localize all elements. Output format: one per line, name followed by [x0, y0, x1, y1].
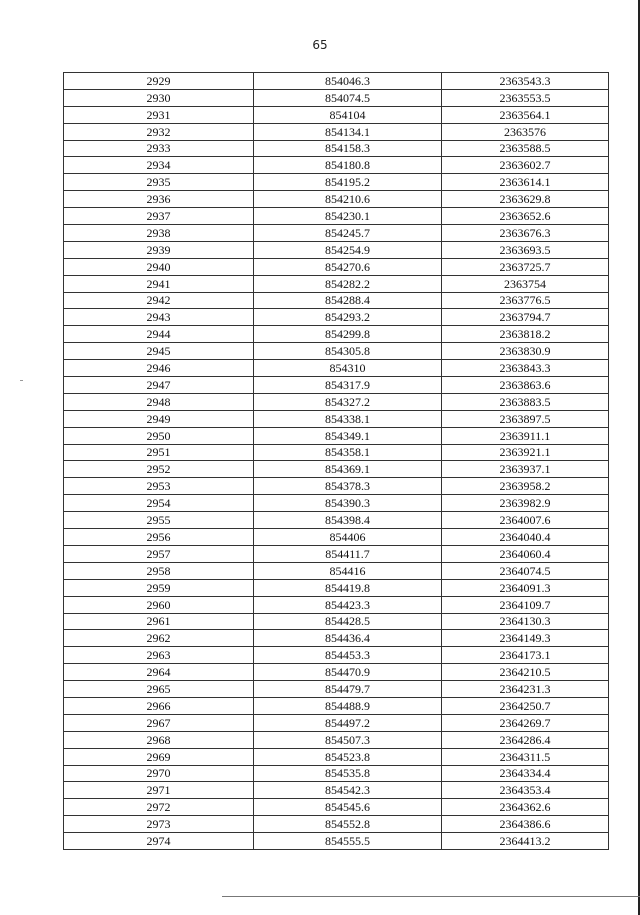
y-coordinate-cell: 2363676.3	[499, 225, 551, 240]
y-coordinate-cell: 2363602.7	[499, 158, 551, 173]
point-id-cell: 2934	[64, 157, 254, 173]
x-coordinate-cell: 854416	[254, 563, 442, 579]
table-row	[64, 343, 608, 360]
x-coordinate-cell: 854282.2	[254, 276, 442, 292]
y-coordinate-cell: 2363937.1	[499, 462, 551, 477]
x-coordinate-cell: 854230.1	[254, 208, 442, 224]
table-row	[64, 647, 608, 664]
x-coordinate-cell: 854406	[254, 529, 442, 545]
table-row	[64, 512, 608, 529]
y-coordinate-cell: 2363982.9	[499, 496, 551, 511]
x-coordinate-cell: 854210.6	[254, 191, 442, 207]
x-coordinate-cell: 854488.9	[254, 698, 442, 714]
y-coordinate-cell: 2363614.1	[499, 175, 551, 190]
x-coordinate-cell: 854428.5	[254, 614, 442, 630]
x-coordinate-cell: 854411.7	[254, 546, 442, 562]
y-coordinate-cell: 2364231.3	[499, 681, 551, 696]
scan-speck	[20, 380, 23, 381]
table-row	[64, 766, 608, 783]
x-coordinate-cell: 854074.5	[254, 90, 442, 106]
x-coordinate-cell: 854317.9	[254, 377, 442, 393]
x-coordinate-cell: 854288.4	[254, 293, 442, 309]
point-id-cell: 2967	[64, 715, 254, 731]
y-coordinate-cell: 2364007.6	[499, 513, 551, 528]
y-coordinate-cell: 2364040.4	[499, 529, 551, 544]
point-id-cell: 2971	[64, 782, 254, 798]
x-coordinate-cell: 854398.4	[254, 512, 442, 528]
table-row	[64, 715, 608, 732]
point-id-cell: 2956	[64, 529, 254, 545]
point-id-cell: 2959	[64, 580, 254, 596]
table-row	[64, 259, 608, 276]
table-row	[64, 124, 608, 141]
x-coordinate-cell: 854305.8	[254, 343, 442, 359]
y-coordinate-cell: 2363897.5	[499, 411, 551, 426]
y-coordinate-cell: 2364386.6	[499, 817, 551, 832]
point-id-cell: 2930	[64, 90, 254, 106]
point-id-cell: 2970	[64, 766, 254, 782]
point-id-cell: 2950	[64, 428, 254, 444]
x-coordinate-cell: 854497.2	[254, 715, 442, 731]
x-coordinate-cell: 854507.3	[254, 732, 442, 748]
point-id-cell: 2946	[64, 360, 254, 376]
x-coordinate-cell: 854369.1	[254, 461, 442, 477]
table-row	[64, 157, 608, 174]
x-coordinate-cell: 854180.8	[254, 157, 442, 173]
y-coordinate-cell: 2364250.7	[499, 698, 551, 713]
bottom-rule	[222, 896, 640, 897]
point-id-cell: 2964	[64, 664, 254, 680]
table-row	[64, 529, 608, 546]
table-row	[64, 681, 608, 698]
table-row	[64, 445, 608, 462]
y-coordinate-cell: 2363958.2	[499, 479, 551, 494]
table-row	[64, 816, 608, 833]
point-id-cell: 2954	[64, 495, 254, 511]
point-id-cell: 2940	[64, 259, 254, 275]
y-coordinate-cell: 2363843.3	[499, 361, 551, 376]
y-coordinate-cell: 2363553.5	[499, 90, 551, 105]
point-id-cell: 2949	[64, 411, 254, 427]
y-coordinate-cell: 2364149.3	[499, 631, 551, 646]
x-coordinate-cell: 854545.6	[254, 799, 442, 815]
point-id-cell: 2931	[64, 107, 254, 123]
point-id-cell: 2935	[64, 174, 254, 190]
x-coordinate-cell: 854542.3	[254, 782, 442, 798]
x-coordinate-cell: 854349.1	[254, 428, 442, 444]
x-coordinate-cell: 854552.8	[254, 816, 442, 832]
table-row	[64, 782, 608, 799]
y-coordinate-cell: 2364060.4	[499, 546, 551, 561]
x-coordinate-cell: 854470.9	[254, 664, 442, 680]
x-coordinate-cell: 854327.2	[254, 394, 442, 410]
point-id-cell: 2974	[64, 833, 254, 849]
x-coordinate-cell: 854270.6	[254, 259, 442, 275]
y-coordinate-cell: 2363830.9	[499, 344, 551, 359]
point-id-cell: 2932	[64, 124, 254, 140]
point-id-cell: 2966	[64, 698, 254, 714]
table-row	[64, 242, 608, 259]
table-row	[64, 749, 608, 766]
x-coordinate-cell: 854299.8	[254, 326, 442, 342]
y-coordinate-cell: 2363818.2	[499, 327, 551, 342]
x-coordinate-cell: 854310	[254, 360, 442, 376]
point-id-cell: 2958	[64, 563, 254, 579]
table-row	[64, 73, 608, 90]
table-row	[64, 208, 608, 225]
point-id-cell: 2933	[64, 141, 254, 157]
y-coordinate-cell: 2363754	[504, 276, 546, 291]
y-coordinate-cell: 2364413.2	[499, 833, 551, 848]
point-id-cell: 2951	[64, 445, 254, 461]
point-id-cell: 2969	[64, 749, 254, 765]
x-coordinate-cell: 854338.1	[254, 411, 442, 427]
x-coordinate-cell: 854104	[254, 107, 442, 123]
point-id-cell: 2953	[64, 478, 254, 494]
point-id-cell: 2943	[64, 309, 254, 325]
y-coordinate-cell: 2364286.4	[499, 732, 551, 747]
table-row	[64, 698, 608, 715]
table-row	[64, 276, 608, 293]
x-coordinate-cell: 854158.3	[254, 141, 442, 157]
x-coordinate-cell: 854293.2	[254, 309, 442, 325]
x-coordinate-cell: 854390.3	[254, 495, 442, 511]
table-row	[64, 478, 608, 495]
y-coordinate-cell: 2364334.4	[499, 766, 551, 781]
table-row	[64, 630, 608, 647]
y-coordinate-cell: 2364353.4	[499, 783, 551, 798]
table-row	[64, 664, 608, 681]
y-coordinate-cell: 2363794.7	[499, 310, 551, 325]
table-row	[64, 461, 608, 478]
table-row	[64, 799, 608, 816]
x-coordinate-cell: 854535.8	[254, 766, 442, 782]
x-coordinate-cell: 854479.7	[254, 681, 442, 697]
table-row	[64, 191, 608, 208]
table-row	[64, 580, 608, 597]
coordinates-table	[63, 72, 609, 850]
table-row	[64, 107, 608, 124]
y-coordinate-cell: 2364210.5	[499, 665, 551, 680]
table-row	[64, 326, 608, 343]
point-id-cell: 2952	[64, 461, 254, 477]
point-id-cell: 2944	[64, 326, 254, 342]
y-coordinate-cell: 2363911.1	[499, 428, 551, 443]
y-coordinate-cell: 2364362.6	[499, 800, 551, 815]
table-row	[64, 394, 608, 411]
point-id-cell: 2947	[64, 377, 254, 393]
point-id-cell: 2937	[64, 208, 254, 224]
point-id-cell: 2948	[64, 394, 254, 410]
table-row	[64, 597, 608, 614]
y-coordinate-cell: 2363564.1	[499, 107, 551, 122]
y-coordinate-cell: 2364173.1	[499, 648, 551, 663]
table-row	[64, 546, 608, 563]
page-number: 65	[312, 38, 328, 52]
x-coordinate-cell: 854523.8	[254, 749, 442, 765]
x-coordinate-cell: 854555.5	[254, 833, 442, 849]
y-coordinate-cell: 2364091.3	[499, 580, 551, 595]
table-row	[64, 495, 608, 512]
point-id-cell: 2942	[64, 293, 254, 309]
x-coordinate-cell: 854423.3	[254, 597, 442, 613]
point-id-cell: 2929	[64, 73, 254, 89]
y-coordinate-cell: 2363576	[504, 124, 546, 139]
x-coordinate-cell: 854436.4	[254, 630, 442, 646]
point-id-cell: 2968	[64, 732, 254, 748]
point-id-cell: 2962	[64, 630, 254, 646]
point-id-cell: 2955	[64, 512, 254, 528]
y-coordinate-cell: 2364311.5	[499, 749, 551, 764]
y-coordinate-cell: 2364130.3	[499, 614, 551, 629]
x-coordinate-cell: 854453.3	[254, 647, 442, 663]
y-coordinate-cell: 2363776.5	[499, 293, 551, 308]
table-row	[64, 833, 608, 850]
x-coordinate-cell: 854245.7	[254, 225, 442, 241]
y-coordinate-cell: 2363883.5	[499, 394, 551, 409]
table-row	[64, 614, 608, 631]
point-id-cell: 2941	[64, 276, 254, 292]
table-row	[64, 174, 608, 191]
point-id-cell: 2972	[64, 799, 254, 815]
x-coordinate-cell: 854378.3	[254, 478, 442, 494]
x-coordinate-cell: 854419.8	[254, 580, 442, 596]
x-coordinate-cell: 854195.2	[254, 174, 442, 190]
x-coordinate-cell: 854254.9	[254, 242, 442, 258]
y-coordinate-cell: 2363629.8	[499, 192, 551, 207]
y-coordinate-cell: 2364074.5	[499, 563, 551, 578]
y-coordinate-cell: 2363863.6	[499, 377, 551, 392]
point-id-cell: 2939	[64, 242, 254, 258]
y-coordinate-cell: 2363725.7	[499, 259, 551, 274]
table-row	[64, 428, 608, 445]
y-coordinate-cell: 2363693.5	[499, 242, 551, 257]
point-id-cell: 2938	[64, 225, 254, 241]
table-row	[64, 90, 608, 107]
table-row	[64, 377, 608, 394]
point-id-cell: 2936	[64, 191, 254, 207]
point-id-cell: 2957	[64, 546, 254, 562]
point-id-cell: 2961	[64, 614, 254, 630]
table-row	[64, 732, 608, 749]
y-coordinate-cell: 2364109.7	[499, 597, 551, 612]
y-coordinate-cell: 2363588.5	[499, 141, 551, 156]
x-coordinate-cell: 854358.1	[254, 445, 442, 461]
table-row	[64, 360, 608, 377]
point-id-cell: 2963	[64, 647, 254, 663]
y-coordinate-cell: 2363921.1	[499, 445, 551, 460]
y-coordinate-cell: 2363652.6	[499, 209, 551, 224]
point-id-cell: 2965	[64, 681, 254, 697]
table-row	[64, 309, 608, 326]
y-coordinate-cell: 2364269.7	[499, 715, 551, 730]
table-row	[64, 225, 608, 242]
point-id-cell: 2973	[64, 816, 254, 832]
y-coordinate-cell: 2363543.3	[499, 73, 551, 88]
table-row	[64, 563, 608, 580]
table-row	[64, 293, 608, 310]
table-row	[64, 411, 608, 428]
point-id-cell: 2960	[64, 597, 254, 613]
table-row	[64, 141, 608, 158]
x-coordinate-cell: 854046.3	[254, 73, 442, 89]
point-id-cell: 2945	[64, 343, 254, 359]
x-coordinate-cell: 854134.1	[254, 124, 442, 140]
